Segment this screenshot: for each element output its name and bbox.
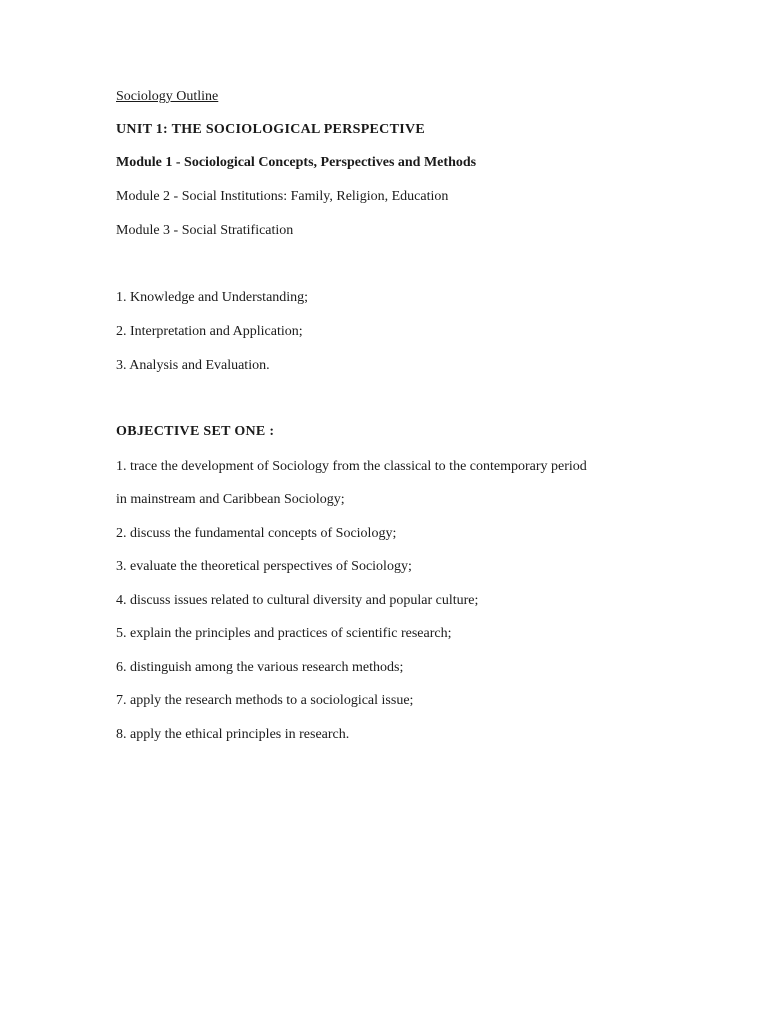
objective-set-heading: OBJECTIVE SET ONE : [116, 424, 275, 439]
skill-item: 1. Knowledge and Understanding; [116, 290, 309, 305]
objective-item: 5. explain the principles and practices of scientific research; [116, 626, 452, 641]
unit-heading: UNIT 1: THE SOCIOLOGICAL PERSPECTIVE [116, 122, 426, 137]
skill-item: 2. Interpretation and Application; [116, 324, 303, 339]
module-1-heading: Module 1 - Sociological Concepts, Perspectives and Methods [116, 155, 477, 170]
document-title: Sociology Outline [116, 89, 219, 104]
objective-item: 3. evaluate the theoretical perspectives of Sociology; [116, 559, 412, 574]
objective-item: 4. discuss issues related to cultural diversity and popular culture; [116, 593, 479, 608]
module-2-line: Module 2 - Social Institutions: Family, Religion, Education [116, 189, 449, 204]
objective-item: 7. apply the research methods to a sociological issue; [116, 693, 414, 708]
skill-item: 3. Analysis and Evaluation. [116, 358, 270, 373]
objective-item-continuation: in mainstream and Caribbean Sociology; [116, 492, 345, 507]
objective-item: 2. discuss the fundamental concepts of Sociology; [116, 526, 397, 541]
module-3-line: Module 3 - Social Stratification [116, 223, 294, 238]
objective-item: 6. distinguish among the various research methods; [116, 660, 404, 675]
objective-item: 1. trace the development of Sociology from the classical to the contemporary period [116, 459, 587, 474]
objective-item: 8. apply the ethical principles in research. [116, 727, 350, 742]
